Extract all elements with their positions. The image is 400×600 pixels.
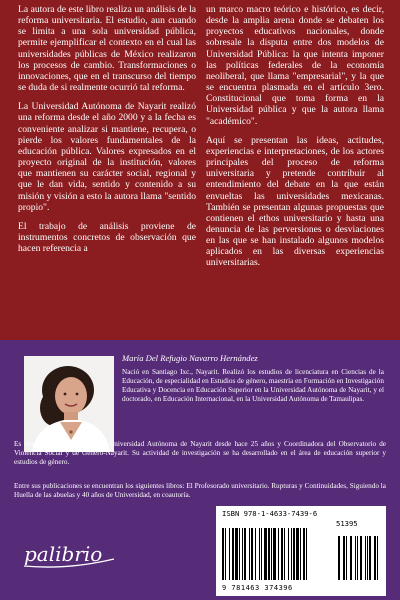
- left-text-column: [18, 4, 196, 262]
- paragraph-2: La Universidad Autónoma de Nayarit realizó una reforma desde el año 2000 y a la fecha es conveniente analizar si mantiene, recupera, o pierde los valores fundamentales de la educación pública. Valores expresados en el proyecto original de la institución, valores que mantienen su carácter social, regional y que le dan vida, sentido y contenido a su misión y visión a esto la autora llama "sentido propio".: [18, 101, 196, 213]
- author-bio: Nació en Santiago Ixc., Nayarit. Realizó los estudios de licenciatura en Ciencias de la Educación, de especialidad en Estudios de género, maestría en Formación en Investigación Educativa y Docencia en Educación Superior en la Universidad Autónoma de Nayarit, y el doctorado, en Educación Internacional, en la Universidad Autónoma de Tamaulipas.: [122, 368, 384, 404]
- isbn-text: ISBN 978-1-4633-7439-6: [222, 509, 318, 518]
- author-photo: [24, 356, 114, 452]
- author-name: María Del Refugio Navarro Hernández: [122, 353, 258, 363]
- price-code: 51395: [336, 519, 358, 528]
- paragraph-4: un marco macro teórico e histórico, es decir, desde la amplia arena donde se debaten los proyectos educativos nacionales, donde sobresale la disputa entre dos modelos de Universidad Pública: la que intenta imponer las políticas federales de la economía neoliberal, que llama "empresarial", y la que se encuentra plasmada en el artículo 3ero. Constitucional que toma forma en la Universidad pública y que la autora llama "académico".: [206, 4, 384, 127]
- palibrio-logo: [18, 537, 128, 573]
- barcode-box: [216, 506, 386, 596]
- barcode-bars: [222, 528, 380, 584]
- author-publications: Entre sus publicaciones se encuentran los siguientes libros: El Profesorado universitario. Rupturas y Continuidades, Siguiendo la Huella de las abuelas y 40 años de Universidad, en coautoría.: [14, 482, 386, 500]
- bottom-panel: [0, 340, 400, 600]
- barcode-number: 9 781463 374396: [222, 584, 293, 592]
- author-position: Es docente-investigadora de la Universidad Autónoma de Nayarit desde hace 25 años y Coordinadora del Observatorio de Violencia Social y de Género-Nayarit. Su actividad de investigación se ha desarrollado en el área de educación superior y estudios de género.: [14, 440, 386, 467]
- logo-text: palibrio: [24, 542, 103, 566]
- paragraph-5: Aquí se presentan las ideas, actitudes, experiencias e interpretaciones, de los actores principales del proceso de reforma universitaria y pretende contribuir al entendimiento del debate en la que están envueltas las universidades mexicanas. También se presentan algunas propuestas que contienen el ethos universitario y hasta una denuncia de las perversiones o desviaciones en las que se han instalado algunos modelos aplicados en las diversas experiencias universitarias.: [206, 134, 384, 269]
- right-text-column: [206, 4, 384, 277]
- paragraph-3: El trabajo de análisis proviene de instrumentos concretos de observación que hacen referencia a: [18, 220, 196, 255]
- paragraph-1: La autora de este libro realiza un análisis de la reforma universitaria. El estudio, aun cuando se limita a una sola universidad pública, permite ejemplificar el contexto en el cual las universidades públicas de México realizaron los procesos de cambio. Transformaciones o innovaciones, que en el transcurso del tiempo se duda de si realmente ocurrió tal reforma.: [18, 4, 196, 94]
